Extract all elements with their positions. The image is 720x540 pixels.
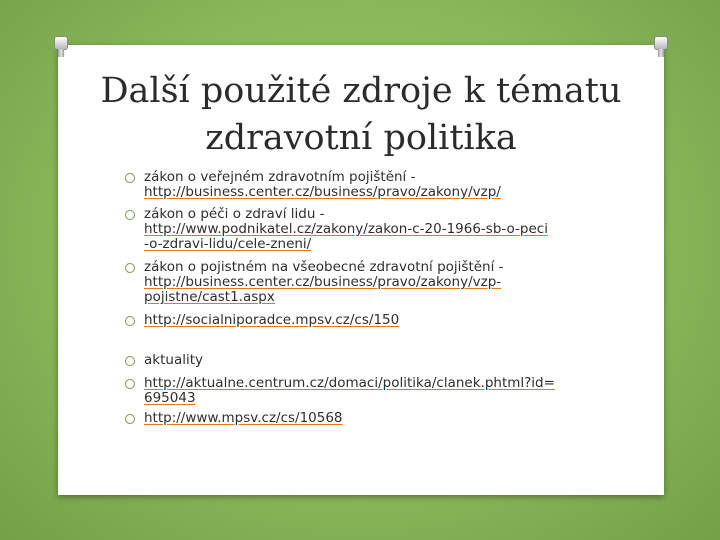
source-link-continued[interactable]: pojistne/cast1.aspx <box>144 289 275 305</box>
pin-neck <box>58 49 64 57</box>
source-link[interactable]: http://socialniporadce.mpsv.cz/cs/150 <box>144 312 400 328</box>
item-text: aktuality <box>144 352 203 368</box>
source-link[interactable]: http://www.mpsv.cz/cs/10568 <box>144 410 343 426</box>
source-link[interactable]: http://aktualne.centrum.cz/domaci/politika/clanek.phtml?id= <box>144 375 555 391</box>
item-text: zákon o pojistném na všeobecné zdravotní pojištění - <box>144 259 504 275</box>
pushpin-icon-left <box>54 36 68 58</box>
bullet-circle-icon <box>125 356 135 366</box>
slide-title <box>58 68 664 162</box>
bullet-circle-icon <box>125 173 135 183</box>
title-line-1: Další použité zdroje k tématu <box>100 71 622 111</box>
bullet-circle-icon <box>125 316 135 326</box>
source-link[interactable]: http://www.podnikatel.cz/zakony/zakon-c-20-1966-sb-o-peci <box>144 221 548 237</box>
pin-head <box>54 36 68 50</box>
bullet-circle-icon <box>125 379 135 389</box>
source-link-continued[interactable]: 695043 <box>144 390 196 406</box>
bullet-circle-icon <box>125 210 135 220</box>
bullet-circle-icon <box>125 414 135 424</box>
source-link[interactable]: http://business.center.cz/business/pravo/zakony/vzp- <box>144 274 502 290</box>
title-line-2: zdravotní politika <box>205 118 517 158</box>
source-link[interactable]: http://business.center.cz/business/pravo/zakony/vzp/ <box>144 184 501 200</box>
bullet-circle-icon <box>125 263 135 273</box>
item-text: zákon o veřejném zdravotním pojištění - <box>144 169 416 185</box>
pin-neck <box>658 49 664 57</box>
pin-head <box>654 36 668 50</box>
pushpin-icon-right <box>654 36 668 58</box>
source-link-continued[interactable]: -o-zdravi-lidu/cele-zneni/ <box>144 236 312 252</box>
item-text: zákon o péči o zdraví lidu - <box>144 206 325 222</box>
